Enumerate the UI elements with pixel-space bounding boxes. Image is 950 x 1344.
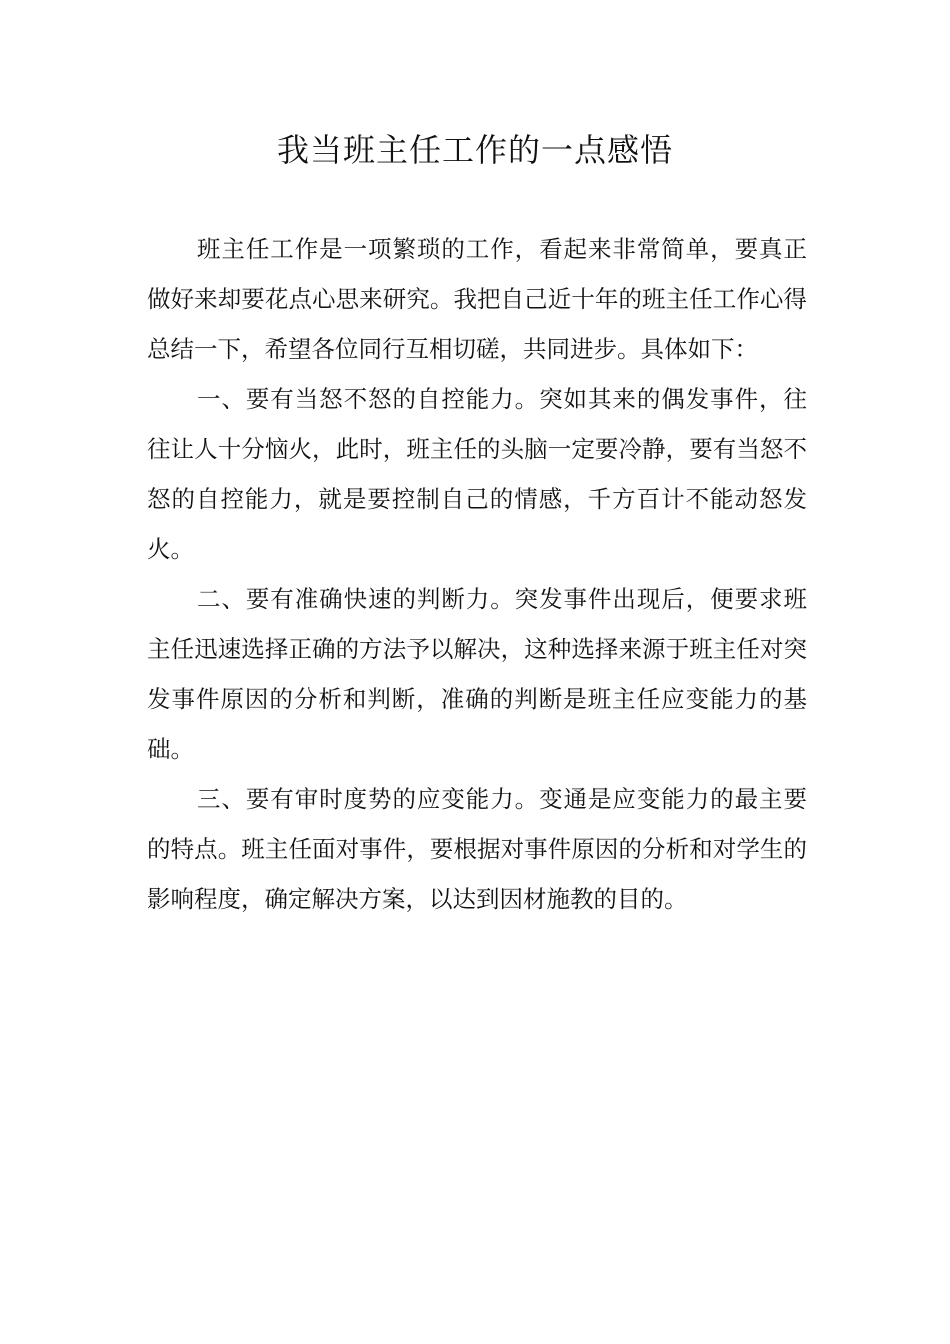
paragraph-point-three: 三、要有审时度势的应变能力。变通是应变能力的最主要的特点。班主任面对事件，要根据对事件原因的分析和对学生的影响程度，确定解决方案，以达到因材施教的目的。 — [147, 785, 807, 913]
paragraph-point-one: 一、要有当怒不怒的自控能力。突如其来的偶发事件，往往让人十分恼火，此时，班主任的头脑一定要冷静，要有当怒不怒的自控能力，就是要控制自己的情感，千方百计不能动怒发火。 — [147, 385, 807, 563]
paragraph-intro: 班主任工作是一项繁琐的工作，看起来非常简单，要真正做好来却要花点心思来研究。我把自己近十年的班主任工作心得总结一下，希望各位同行互相切磋，共同进步。具体如下： — [147, 235, 807, 363]
document-title: 我当班主任工作的一点感悟 — [276, 131, 673, 169]
document-body — [147, 224, 807, 924]
paragraph-point-two: 二、要有准确快速的判断力。突发事件出现后，便要求班主任迅速选择正确的方法予以解决，这种选择来源于班主任对突发事件原因的分析和判断，准确的判断是班主任应变能力的基础。 — [147, 585, 807, 763]
